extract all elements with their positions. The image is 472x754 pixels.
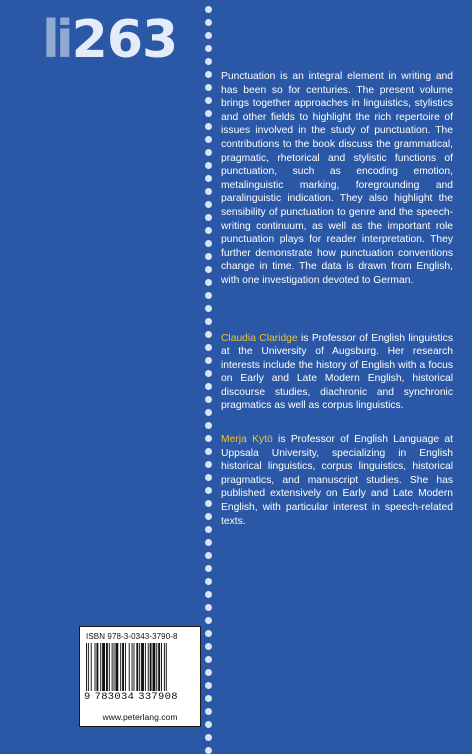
divider-dot <box>205 357 212 364</box>
divider-dot <box>205 188 212 195</box>
barcode-bar <box>134 643 135 691</box>
divider-dot <box>205 318 212 325</box>
editor-bio-1 <box>221 332 453 414</box>
barcode-bar <box>148 643 149 691</box>
divider-dot <box>205 617 212 624</box>
barcode-digits <box>84 691 182 703</box>
divider-dot <box>205 331 212 338</box>
divider-dot <box>205 240 212 247</box>
divider-dot <box>205 487 212 494</box>
publisher-url: www.peterlang.com <box>102 712 178 722</box>
divider-dot <box>205 448 212 455</box>
divider-dot <box>205 305 212 312</box>
divider-dot <box>205 539 212 546</box>
divider-dot <box>205 630 212 637</box>
divider-dot <box>205 32 212 39</box>
barcode-bar <box>150 643 152 691</box>
divider-dot <box>205 71 212 78</box>
barcode-bar <box>161 643 162 691</box>
divider-dot <box>205 84 212 91</box>
barcode-bar <box>136 643 138 691</box>
barcode-bar <box>156 643 157 691</box>
divider-dot <box>205 149 212 156</box>
barcode-bar <box>112 643 113 691</box>
isbn-label: ISBN 978-3-0343-3790-8 <box>86 632 178 641</box>
barcode-bar <box>120 643 121 691</box>
editor-name-2: Merja Kytö <box>221 434 273 446</box>
barcode-bar <box>122 643 124 691</box>
divider-dot <box>205 370 212 377</box>
divider-dot <box>205 747 212 754</box>
barcode-bar <box>96 643 98 691</box>
barcode-bar <box>106 643 108 691</box>
series-number: 263 <box>71 10 178 70</box>
divider-dot <box>205 669 212 676</box>
divider-dot <box>205 708 212 715</box>
barcode-bar <box>129 643 130 691</box>
divider-dot <box>205 734 212 741</box>
back-cover-text <box>221 70 453 528</box>
series-logo <box>42 10 178 70</box>
divider-dot <box>205 591 212 598</box>
divider-dot <box>205 110 212 117</box>
divider-dot <box>205 279 212 286</box>
divider-dot <box>205 383 212 390</box>
divider-dot <box>205 695 212 702</box>
divider-dot <box>205 526 212 533</box>
barcode-bar <box>95 643 96 691</box>
barcode-bar <box>164 643 165 691</box>
dotted-divider <box>201 0 215 750</box>
barcode-bar <box>158 643 160 691</box>
barcode-bar <box>100 643 101 691</box>
editor-bio-text-1: is Professor of English linguistics at the University of Augsburg. Her research interests include the history of English with a focus on Early and Late Modern English, historical discourse studies, diachronic and synchronic pragmatics as well as corpus linguistics. <box>221 332 453 412</box>
barcode-bar <box>102 643 105 691</box>
barcode <box>86 643 196 691</box>
divider-dot <box>205 201 212 208</box>
divider-dot <box>205 396 212 403</box>
divider-dot <box>205 682 212 689</box>
barcode-bar <box>141 643 144 691</box>
divider-dot <box>205 292 212 299</box>
barcode-bar <box>132 643 133 691</box>
barcode-box <box>79 626 201 727</box>
divider-dot <box>205 513 212 520</box>
barcode-bar <box>166 643 167 691</box>
divider-dot <box>205 227 212 234</box>
divider-dot <box>205 175 212 182</box>
divider-dot <box>205 474 212 481</box>
barcode-bar <box>139 643 140 691</box>
divider-dot <box>205 58 212 65</box>
book-description: Punctuation is an integral element in writing and has been so for centuries. The present volume brings together approaches in linguistics, stylistics and other fields to highlight the rich repertoire of issues involved in the study of punctuation. The contributions to the book discuss the grammatical, pragmatic, rhetorical and stylistic functions of punctuation, such as encoding emotion, metalinguistic marking, foregrounding and paralinguistic indication. They also highlight the sensibility of punctuation to genre and the speech-writing continuum, as well as the important role punctuation plays for reader interpretation. They further demonstrate how punctuation conventions change in time. The data is drawn from English, with one investigation devoted to German. <box>221 71 453 286</box>
divider-dot <box>205 45 212 52</box>
barcode-bar <box>153 643 156 691</box>
divider-dot <box>205 97 212 104</box>
barcode-bar <box>109 643 110 691</box>
divider-dot <box>205 253 212 260</box>
divider-dot <box>205 19 212 26</box>
divider-dot <box>205 6 212 13</box>
divider-dot <box>205 604 212 611</box>
divider-dot <box>205 552 212 559</box>
editor-name-1: Claudia Claridge <box>221 332 298 344</box>
divider-dot <box>205 500 212 507</box>
barcode-bar <box>91 643 92 691</box>
barcode-bar <box>115 643 118 691</box>
divider-dot <box>205 344 212 351</box>
barcode-digit-group-1: 783034 <box>94 691 135 703</box>
series-prefix: li <box>42 10 70 70</box>
divider-dot <box>205 136 212 143</box>
divider-dot <box>205 578 212 585</box>
divider-dot <box>205 565 212 572</box>
divider-dot <box>205 643 212 650</box>
editor-bio-text-2: is Professor of English Language at Uppsala University, specializing in English historical linguistics, corpus linguistics, historical pragmatics, and manuscript studies. She has published extensively on Early and Late Modern English, with particular interest in speech-related texts. <box>221 434 453 527</box>
divider-dot <box>205 214 212 221</box>
barcode-digit-lead: 9 <box>84 691 91 703</box>
editor-bio-2 <box>221 433 453 528</box>
divider-dot <box>205 409 212 416</box>
divider-dot <box>205 422 212 429</box>
barcode-digit-group-2: 337908 <box>138 691 178 703</box>
barcode-bar <box>125 643 126 691</box>
barcode-bar <box>86 643 87 691</box>
divider-dot <box>205 461 212 468</box>
divider-dot <box>205 656 212 663</box>
barcode-bar <box>88 643 89 691</box>
divider-dot <box>205 721 212 728</box>
divider-dot <box>205 266 212 273</box>
divider-dot <box>205 162 212 169</box>
divider-dot <box>205 435 212 442</box>
barcode-bar <box>145 643 146 691</box>
barcode-bar <box>114 643 115 691</box>
divider-dot <box>205 123 212 130</box>
